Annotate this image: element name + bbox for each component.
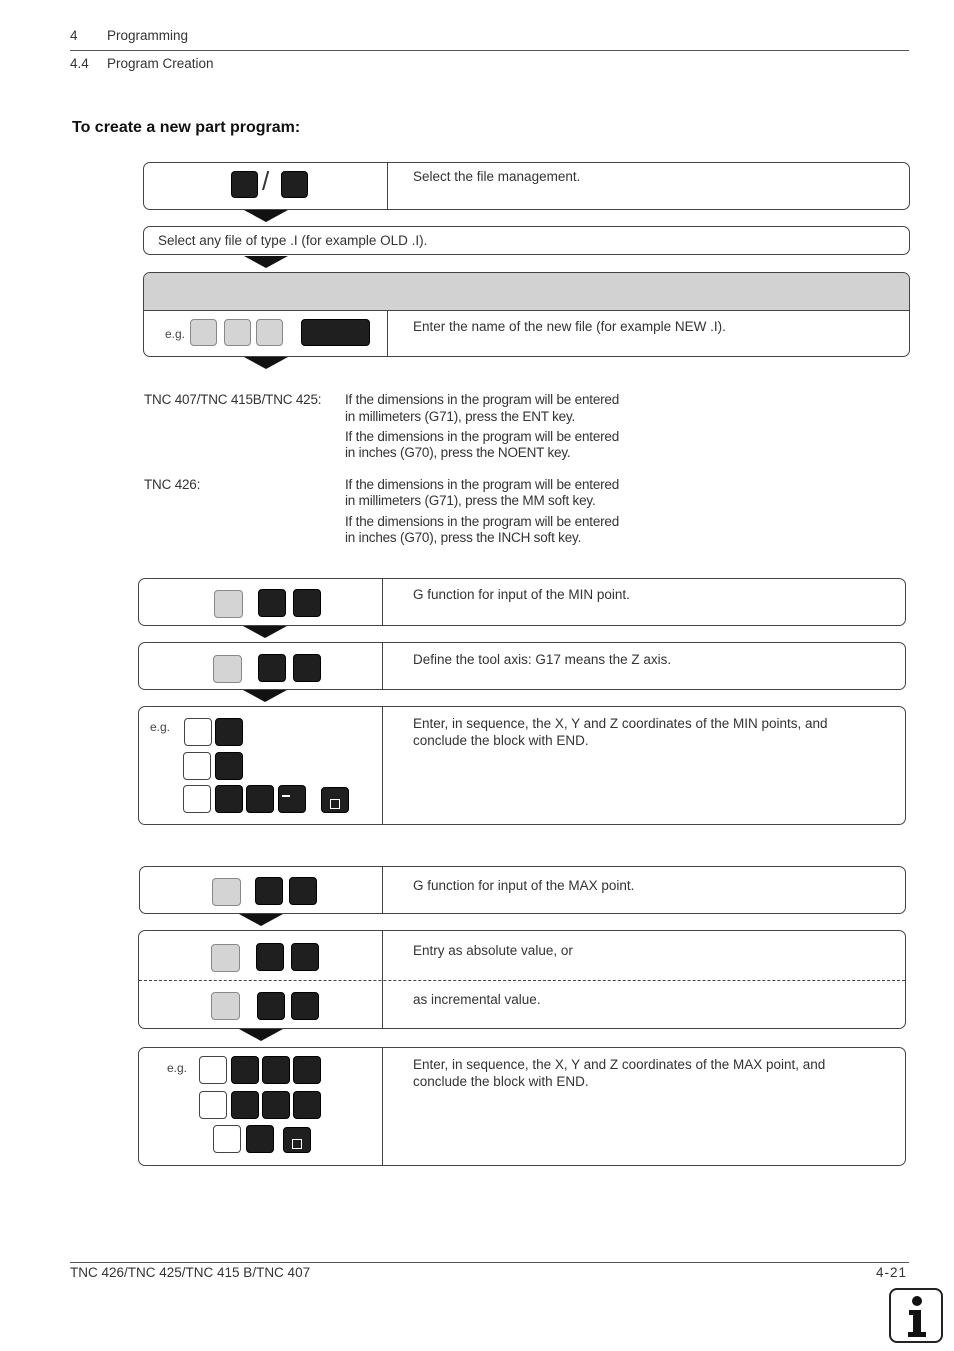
digit-7-key[interactable] <box>293 654 321 682</box>
digit-1-key[interactable] <box>258 654 286 682</box>
end-square-icon <box>292 1139 302 1149</box>
digit-key[interactable] <box>293 1056 321 1084</box>
g-key[interactable] <box>211 992 240 1020</box>
step-text: G function for input of the MIN point. <box>413 587 630 602</box>
section-title: Program Creation <box>107 56 214 71</box>
flow-arrow <box>239 914 283 926</box>
g-key[interactable] <box>212 878 241 906</box>
header-rule <box>70 50 909 51</box>
chapter-title: Programming <box>107 28 189 43</box>
digit-key[interactable] <box>231 1056 259 1084</box>
step-text: Entry as absolute value, or <box>413 943 573 958</box>
axis-x-key[interactable] <box>199 1056 227 1084</box>
flow-arrow <box>239 1029 283 1041</box>
eg-label: e.g. <box>150 720 171 734</box>
digit-0-key[interactable] <box>291 943 319 971</box>
digit-key[interactable] <box>231 1091 259 1119</box>
digit-0-key[interactable] <box>293 589 321 617</box>
eg-label: e.g. <box>167 1061 188 1075</box>
step-absolute-incremental <box>138 930 906 1029</box>
step-g-min-point <box>138 578 906 626</box>
step-select-file <box>143 226 910 255</box>
pgm-mgt-key[interactable] <box>231 171 258 198</box>
slash-separator: / <box>262 166 270 196</box>
step-text: Enter, in sequence, the X, Y and Z coordinates of the MAX point, and conclude the block with END. <box>413 1057 826 1089</box>
page-number: 4-21 <box>876 1265 908 1280</box>
step-text: as incremental value. <box>413 992 541 1007</box>
axis-y-key[interactable] <box>183 752 211 780</box>
info-icon <box>889 1288 943 1343</box>
digit-0-key[interactable] <box>215 752 243 780</box>
note-line: If the dimensions in the program will be entered <box>345 477 620 492</box>
step-text: Select any file of type .I (for example OLD .I). <box>158 233 428 248</box>
g-key[interactable] <box>211 944 240 972</box>
note-line: in inches (G70), press the NOENT key. <box>345 445 571 460</box>
digit-3-key[interactable] <box>255 877 283 905</box>
note-line: If the dimensions in the program will be entered <box>345 429 620 444</box>
file-type-soft-key[interactable] <box>301 319 370 346</box>
chapter-number: 4 <box>70 28 78 43</box>
step-text: Define the tool axis: G17 means the Z axis. <box>413 652 672 667</box>
step-select-file-management <box>143 162 910 210</box>
digit-3-key[interactable] <box>258 589 286 617</box>
step-text: G function for input of the MAX point. <box>413 878 635 893</box>
digit-0-key[interactable] <box>246 785 274 813</box>
eg-label: e.g. <box>165 327 186 341</box>
footer-left: TNC 426/TNC 425/TNC 415 B/TNC 407 <box>70 1265 311 1280</box>
flow-arrow <box>244 357 288 369</box>
section-number: 4.4 <box>70 56 89 71</box>
note-line: in millimeters (G71), press the MM soft key. <box>345 493 596 508</box>
note-line: in millimeters (G71), press the ENT key. <box>345 409 576 424</box>
flow-arrow <box>243 690 287 702</box>
digit-9-key[interactable] <box>256 943 284 971</box>
digit-key[interactable] <box>262 1056 290 1084</box>
flow-arrow <box>244 210 288 222</box>
footer-rule <box>70 1262 909 1263</box>
g-key[interactable] <box>213 655 242 683</box>
minus-key[interactable] <box>278 785 306 813</box>
letter-key-e[interactable] <box>224 319 251 346</box>
digit-9-key[interactable] <box>257 992 285 1020</box>
letter-key-n[interactable] <box>190 319 217 346</box>
minus-sign-icon <box>282 795 290 797</box>
letter-key-w[interactable] <box>256 319 283 346</box>
axis-y-key[interactable] <box>199 1091 227 1119</box>
end-square-icon <box>330 799 340 809</box>
note-label-tnc407: TNC 407/TNC 415B/TNC 425: <box>144 392 322 407</box>
step-max-coordinates <box>138 1047 906 1166</box>
screen-gray-bar <box>144 273 910 311</box>
note-line: in inches (G70), press the INCH soft key. <box>345 530 582 545</box>
digit-0-key[interactable] <box>215 718 243 746</box>
step-text: Enter, in sequence, the X, Y and Z coordinates of the MIN points, and conclude the block with END. <box>413 716 828 748</box>
digit-0-key[interactable] <box>246 1125 274 1153</box>
step-g-max-point <box>139 866 906 914</box>
step-text: Enter the name of the new file (for example NEW .I). <box>413 319 726 334</box>
page-title: To create a new part program: <box>72 119 301 136</box>
axis-z-key[interactable] <box>183 785 211 813</box>
axis-z-key[interactable] <box>213 1125 241 1153</box>
end-key[interactable] <box>283 1127 311 1153</box>
axis-x-key[interactable] <box>184 718 212 746</box>
note-label-tnc426: TNC 426: <box>144 477 201 492</box>
digit-4-key[interactable] <box>215 785 243 813</box>
step-min-coordinates <box>138 706 906 825</box>
pgm-name-key[interactable] <box>281 171 308 198</box>
end-key[interactable] <box>321 787 349 813</box>
info-i-glyph <box>891 1290 941 1341</box>
digit-key[interactable] <box>293 1091 321 1119</box>
digit-key[interactable] <box>262 1091 290 1119</box>
g-key[interactable] <box>214 590 243 618</box>
step-text: Select the file management. <box>413 169 581 184</box>
step-enter-file-name <box>143 272 910 357</box>
flow-arrow <box>243 626 287 638</box>
note-line: If the dimensions in the program will be entered <box>345 514 620 529</box>
note-line: If the dimensions in the program will be entered <box>345 392 620 407</box>
digit-1-key[interactable] <box>291 992 319 1020</box>
digit-1-key[interactable] <box>289 877 317 905</box>
flow-arrow <box>244 256 288 268</box>
dashed-separator <box>139 980 905 981</box>
step-tool-axis <box>138 642 906 690</box>
